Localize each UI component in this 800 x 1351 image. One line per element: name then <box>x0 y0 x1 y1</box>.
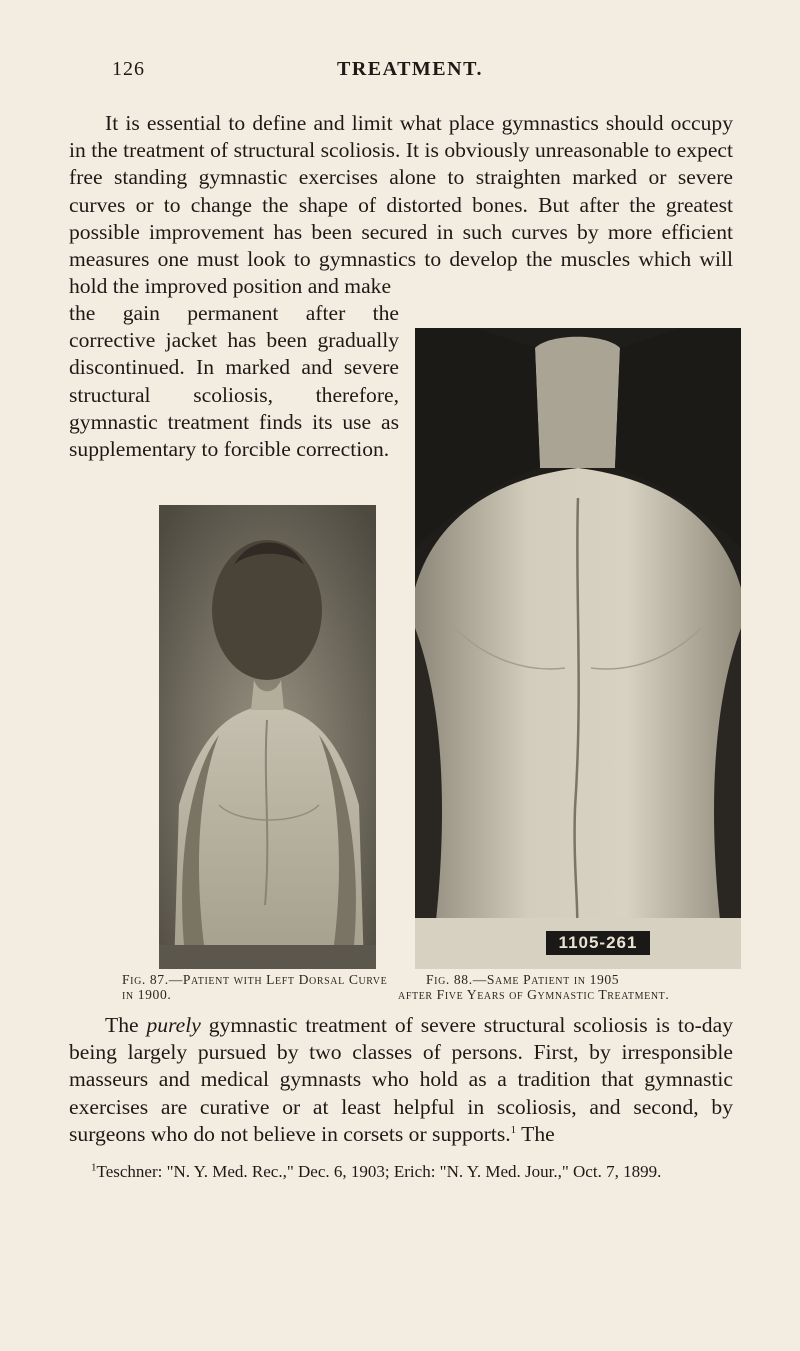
paragraph-2-text <box>69 1012 733 1148</box>
footnote-text: Teschner: "N. Y. Med. Rec.," Dec. 6, 1903; Erich: "N. Y. Med. Jour.," Oct. 7, 1899. <box>96 1162 662 1181</box>
figure-88-caption <box>398 972 748 1002</box>
page-number: 126 <box>112 58 145 80</box>
running-title: TREATMENT. <box>337 58 483 80</box>
figure-88-photo <box>415 328 741 969</box>
paragraph-1-continued-text: the gain permanent after the corrective jacket has been gradually discontinued. In marked and severe structural scoliosis, therefore, gymnastic treatment finds its use as supplementary to forcible correction. <box>69 301 399 462</box>
paragraph-2-start: The <box>105 1013 147 1037</box>
paragraph-2-body: gymnastic treatment of severe structural scoliosis is to-day being largely pursued by two classes of persons. First, by irresponsible masseurs and medical gymnasts who hold as a tradition that gymnastic exercises are curative or at least helpful in scoliosis, and second, by surgeons who do not believe in corsets or supports. <box>69 1013 733 1146</box>
paragraph-1-text: It is essential to define and limit what place gymnastics should occupy in the treatment of structural scoliosis. It is obviously unreasonable to expect free standing gymnastic exercises alone to straighten marked or severe curves or to change the shape of distorted bones. But after the greatest possible improvement has been secured in such curves by more efficient measures one must look to gymnastics to develop the muscles which will hold the improved position and make <box>69 111 733 299</box>
figure-87-photo <box>159 505 376 969</box>
figure-88-caption-line-2: after Five Years of Gymnastic Treatment. <box>398 987 670 1002</box>
figure-87-caption: Fig. 87.—Patient with Left Dorsal Curve in 1900. <box>122 972 388 1002</box>
photo-label-badge: 1105-261 <box>546 931 650 955</box>
patient-back-photo-1905 <box>415 328 741 969</box>
paragraph-1 <box>69 110 733 300</box>
footnote-reference: 1 <box>510 1123 517 1136</box>
paragraph-1-continued <box>69 300 399 463</box>
patient-back-photo-1900 <box>159 505 376 969</box>
paragraph-2 <box>69 1012 733 1148</box>
footnote-marker: 1 <box>91 1161 97 1174</box>
emphasis-purely: purely <box>146 1013 201 1037</box>
paragraph-2-trailing: The <box>516 1121 555 1146</box>
footnote <box>69 1161 733 1183</box>
figure-88-caption-line-1: Fig. 88.—Same Patient in 1905 <box>426 972 620 987</box>
